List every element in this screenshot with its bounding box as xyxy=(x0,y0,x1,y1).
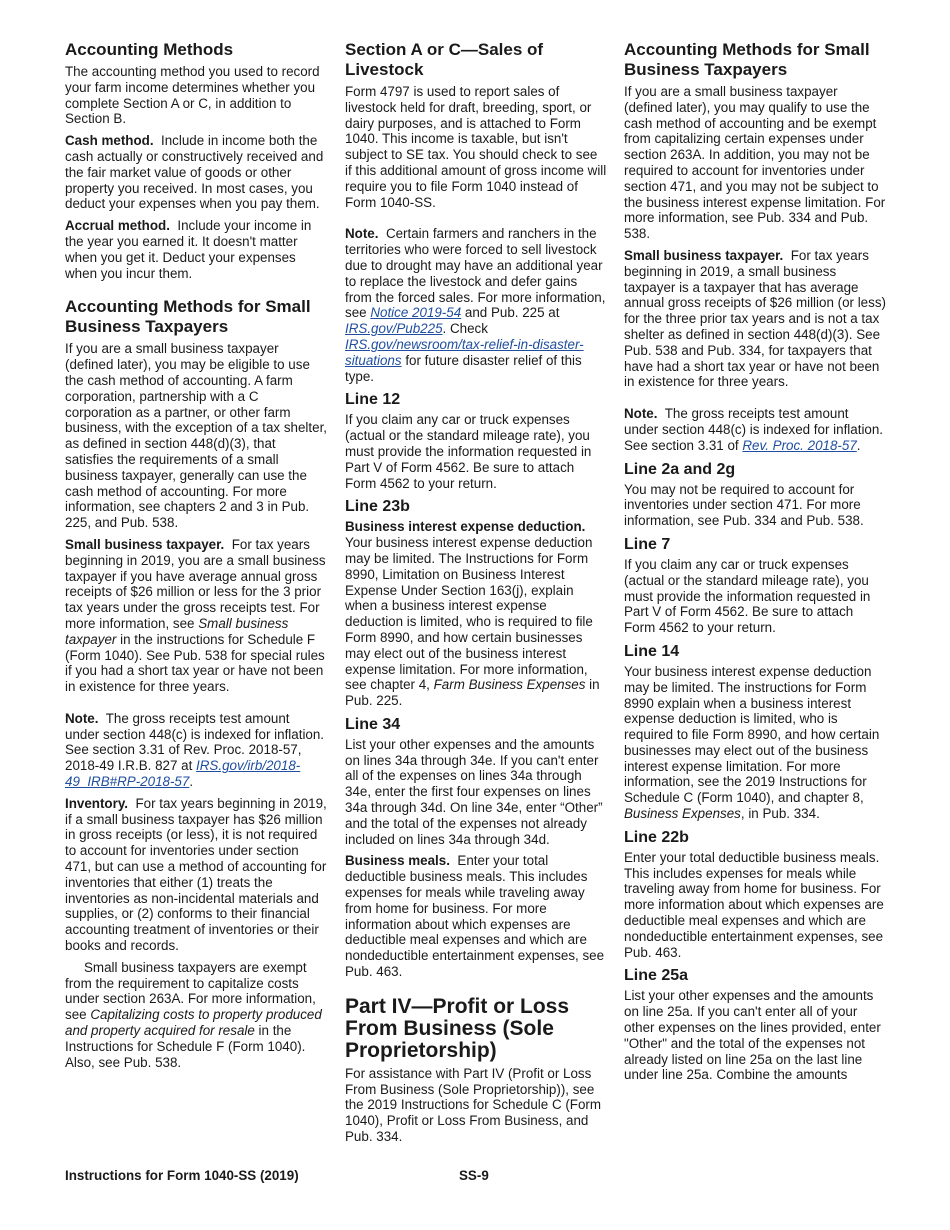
paragraph-line-12: If you claim any car or truck expenses (actual or the standard mileage rate), you must provide the information requested in Part V of Form 4562. Be sure to attach Form 4562 to your return. xyxy=(345,412,592,491)
paragraph-note: Note. The gross receipts test amount under section 448(c) is indexed for inflation. See section 3.31 of Rev. Proc. 2018-57, 2018-49 I.R.B. 827 at IRS.gov/irb/2018-49_IRB#RP-2018-57. xyxy=(65,710,325,790)
heading-line-12: Line 12 xyxy=(345,391,401,409)
heading-line-7: Line 7 xyxy=(624,535,671,553)
paragraph-line-22b: Enter your total deductible business meals. This includes expenses for meals while traveling away from home for business. For more information about which expenses are deductible meal expenses and which are nondeductible entertainment expenses, see Pub. 463. xyxy=(624,849,884,960)
heading-small-business: Accounting Methods for Small Business Taxpayers xyxy=(65,297,311,337)
link-rev-proc-2018-57[interactable]: Rev. Proc. 2018-57 xyxy=(742,437,857,453)
paragraph-line-23b: Business interest expense deduction. Your business interest expense deduction may be limited. The Instructions for Form 8990, Limitation on Business Interest Expense Under Section 163(j), explain when a business interest expense deduction is limited, who is required to file Form 8990, and how certain businesses may elect out of the business interest expense limitation. For more information, see chapter 4, Farm Business Expenses in Pub. 225. xyxy=(345,519,600,709)
paragraph-line-7: If you claim any car or truck expenses (actual or the standard mileage rate), you must provide the information requested in Part V of Form 4562. Be sure to attach Form 4562 to your return. xyxy=(624,556,871,636)
heading-small-business: Accounting Methods for Small Business Taxpayers xyxy=(624,40,870,79)
paragraph-line-14: Your business interest expense deduction may be limited. The instructions for Form 8990 explain when a business interest expense deduction is limited, who is required to file Form 8990, and how certain businesses may elect out of the business interest expense limitation. For more information, see the 2019 Instructions for Schedule C (Form 1040), and chapter 8, Business Expenses, in Pub. 334. xyxy=(624,663,880,822)
label-business-meals: Business meals. xyxy=(345,853,450,869)
label-note: Note. xyxy=(624,406,658,422)
paragraph-business-meals: Business meals. Enter your total deductible business meals. This includes expenses for meals while traveling away from home for business. For more information about which expenses are deductible meal expenses and which are nondeductible entertainment expenses, see Pub. 463. xyxy=(345,853,605,980)
label-note: Note. xyxy=(65,710,99,726)
label-cash-method: Cash method. xyxy=(65,133,154,149)
heading-line-23b: Line 23b xyxy=(345,498,410,516)
heading-line-2a-2g: Line 2a and 2g xyxy=(624,460,736,478)
heading-line-14: Line 14 xyxy=(624,642,680,660)
label-small-business-taxpayer: Small business taxpayer. xyxy=(65,536,225,552)
paragraph-small-business: If you are a small business taxpayer (defined later), you may be eligible to use the cash method of accounting. A farm corporation, partnership with a C corporation as a partner, or other farm business, with the exception of a tax shelter, as defined in section 448(d)(3), that satisfies the requirements of a small business taxpayer, generally can use the cash method of accounting. For more information, see chapters 2 and 3 in Pub. 225, and Pub. 538. xyxy=(65,341,328,531)
paragraph-small-business: If you are a small business taxpayer (defined later), you may qualify to use the cash method of accounting and be exempt from capitalizing certain expenses under section 263A. In addition, you may not be required to account for inventories under section 471, and you may not be subject to the business interest expense limitation. For more information, see Pub. 334 and Pub. 538. xyxy=(624,84,886,242)
paragraph-exempt: Small business taxpayers are exempt from the requirement to capitalize costs under section 263A. For more information, see Capitalizing costs to property produced and property acquired for resale in the Instructions for Schedule F (Form 1040). Also, see Pub. 538. xyxy=(65,959,322,1070)
heading-line-34: Line 34 xyxy=(345,715,401,733)
label-note: Note. xyxy=(345,226,379,242)
paragraph-note: Note. The gross receipts test amount under section 448(c) is indexed for inflation. See section 3.31 of Rev. Proc. 2018-57. xyxy=(624,406,884,453)
footer-form-title: Instructions for Form 1040-SS (2019) xyxy=(65,1168,299,1183)
heading-part-iv: Part IV—Profit or Loss From Business (Sole Proprietorship) xyxy=(345,994,570,1062)
paragraph-cash-method: Cash method. Include in income both the cash actually or constructively received and the fair market value of goods or other property you received. In most cases, you deduct your expenses when you pay them. xyxy=(65,133,324,212)
paragraph-intro: The accounting method you used to record your farm income determines whether you complete Section A or C, in addition to Section B. xyxy=(65,64,320,127)
paragraph-line-25a: List your other expenses and the amounts on line 25a. If you can't enter all of your other expenses on the lines provided, enter "Other" and the total of the expenses not already listed on line 25a on the last line under line 25a. Combine the amounts xyxy=(624,988,881,1083)
paragraph-form-4797: Form 4797 is used to report sales of livestock held for draft, breeding, sport, or dairy purposes, and is attached to Form 1040. This income is taxable, but isn't subject to SE tax. You should check to see if this additional amount of gross income will require you to file Form 1040 instead of Form 1040-SS. xyxy=(345,84,607,210)
link-pub225[interactable]: IRS.gov/Pub225 xyxy=(345,321,443,337)
paragraph-small-business-taxpayer: Small business taxpayer. For tax years beginning in 2019, you are a small business taxpayer if you have average annual gross receipts of $26 million or less for the 3 prior tax years under the gross receipts test. For more information, see Small business taxpayer in the instructions for Schedule F (Form 1040). See Pub. 538 for special rules if you had a short tax year or have not been in existence for three years. xyxy=(65,536,326,695)
paragraph-small-business-taxpayer: Small business taxpayer. For tax years beginning in 2019, a small business taxpayer is a taxpayer that has average annual gross receipts of $26 million (or less) for the three prior tax years and is not a tax shelter as defined in section 448(d)(3). See Pub. 538 and Pub. 334, for taxpayers that have had a short tax year or have not been in existence for three years. xyxy=(624,247,886,390)
label-inventory: Inventory. xyxy=(65,795,128,811)
paragraph-line-34: List your other expenses and the amounts on lines 34a through 34e. If you can't enter all of the expenses on lines 34a through 34e, enter the first four expenses on lines 34a through 34d. On line 34e, enter “Other” and the total of the expenses not already included on lines 34a through 34d. xyxy=(345,736,603,847)
heading-section-a-or-c: Section A or C—Sales of Livestock xyxy=(345,40,544,79)
paragraph-line-2a-2g: You may not be required to account for inventories under section 471. For more information, see Pub. 334 and Pub. 538. xyxy=(624,481,864,529)
paragraph-part-iv: For assistance with Part IV (Profit or Loss From Business (Sole Proprietorship)), see the 2019 Instructions for Schedule C (Form 1040), Profit or Loss From Business, and Pub. 334. xyxy=(345,1065,602,1145)
column-left xyxy=(65,40,327,1076)
heading-line-22b: Line 22b xyxy=(624,828,689,846)
column-middle xyxy=(345,40,607,1151)
link-notice-2019-54[interactable]: Notice 2019-54 xyxy=(370,305,462,321)
paragraph-drought-note: Note. Certain farmers and ranchers in the territories who were forced to sell livestock due to drought may have an additional year to replace the livestock and defer gains from the forced sales. For more information, see Notice 2019-54 and Pub. 225 at IRS.gov/Pub225. Check IRS.gov/newsroom/tax-relief-in-disaster-situations for future disaster relief of this type. xyxy=(345,226,606,384)
label-business-interest: Business interest expense deduction. xyxy=(345,519,586,535)
footer-page-number: SS-9 xyxy=(459,1168,489,1183)
heading-accounting-methods: Accounting Methods xyxy=(65,40,234,59)
heading-line-25a: Line 25a xyxy=(624,967,689,985)
paragraph-accrual-method: Accrual method. Include your income in the year you earned it. It doesn't matter when you get it. Deduct your expenses when you incur them. xyxy=(65,218,312,281)
label-accrual-method: Accrual method. xyxy=(65,218,170,234)
column-right xyxy=(624,40,886,1089)
label-small-business-taxpayer: Small business taxpayer. xyxy=(624,247,784,263)
link-irb-2018-49[interactable]: IRS.gov/irb/2018-49_IRB#RP-2018-57 xyxy=(65,758,301,790)
paragraph-inventory: Inventory. For tax years beginning in 2019, if a small business taxpayer has $26 million in gross receipts (or less), it is not required to account for inventories under section 471, but can use a method of accounting for inventories that either (1) treats the inventories as non-incidental materials and supplies, or (2) conforms to their financial accounting treatment of inventories or their books and records. xyxy=(65,795,327,954)
link-disaster-relief[interactable]: IRS.gov/newsroom/tax-relief-in-disaster-situations xyxy=(345,336,584,368)
